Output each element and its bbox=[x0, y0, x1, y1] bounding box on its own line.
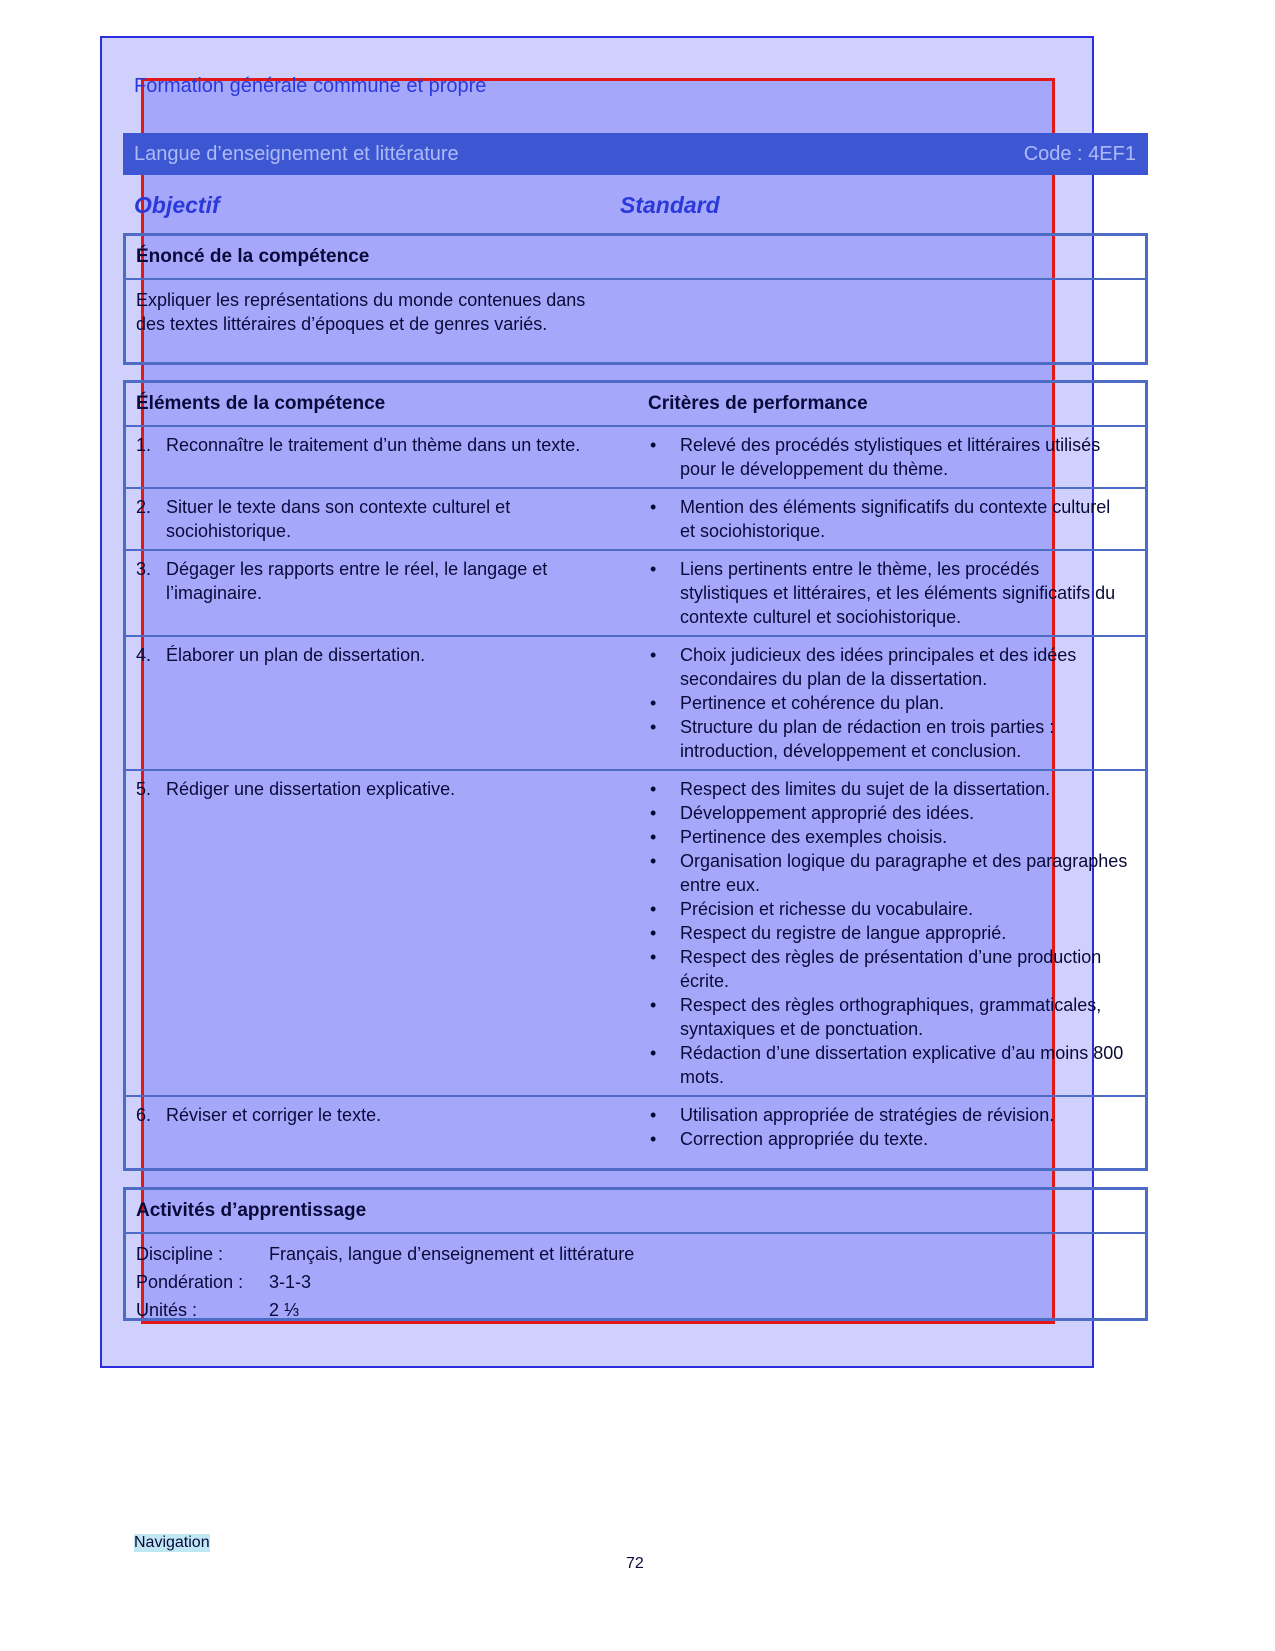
course-code-label: Code : bbox=[1023, 142, 1083, 165]
criteria-heading: Critères de performance bbox=[648, 393, 868, 414]
activity-line bbox=[136, 1296, 1135, 1324]
activities-box bbox=[123, 1187, 1148, 1321]
statement-text: Expliquer les représentations du monde contenues dans des textes littéraires d’époques et de genres variés. bbox=[136, 290, 586, 334]
element-number: 2. bbox=[136, 497, 152, 517]
criterion-text: Respect des règles orthographiques, grammaticales, syntaxiques et de ponctuation. bbox=[680, 995, 1102, 1039]
criterion-text: Correction appropriée du texte. bbox=[680, 1129, 929, 1149]
criteria-cell bbox=[650, 433, 1130, 481]
bullet-icon: • bbox=[650, 947, 657, 967]
criterion-item bbox=[650, 1127, 1130, 1151]
criterion-text: Choix judicieux des idées principales et des idées secondaires du plan de la dissertation. bbox=[680, 645, 1077, 689]
element-row bbox=[126, 489, 1145, 551]
standard-label: Standard bbox=[620, 192, 720, 218]
section-heading: Formation générale commune et propre bbox=[134, 75, 487, 97]
element-number: 6. bbox=[136, 1105, 152, 1125]
activity-key: Pondération : bbox=[136, 1272, 244, 1292]
element-cell bbox=[136, 433, 650, 481]
elements-heading-row bbox=[126, 383, 1145, 427]
element-text: Élaborer un plan de dissertation. bbox=[166, 645, 426, 665]
element-row bbox=[126, 637, 1145, 771]
criterion-text: Organisation logique du paragraphe et des paragraphes entre eux. bbox=[680, 851, 1128, 895]
bullet-icon: • bbox=[650, 559, 657, 579]
criterion-text: Rédaction d’une dissertation explicative d’au moins 800 mots. bbox=[680, 1043, 1124, 1087]
element-row bbox=[126, 551, 1145, 637]
criterion-text: Pertinence des exemples choisis. bbox=[680, 827, 948, 847]
page-number: 72 bbox=[626, 1555, 644, 1572]
criterion-text: Pertinence et cohérence du plan. bbox=[680, 693, 945, 713]
criterion-item bbox=[650, 557, 1130, 629]
statement-heading: Énoncé de la compétence bbox=[126, 236, 1145, 280]
criteria-cell bbox=[650, 557, 1130, 629]
navigation-link[interactable]: Navigation bbox=[134, 1534, 210, 1551]
bullet-icon: • bbox=[650, 923, 657, 943]
element-text: Situer le texte dans son contexte culturel et sociohistorique. bbox=[166, 497, 511, 541]
criterion-item bbox=[650, 495, 1130, 543]
bullet-icon: • bbox=[650, 645, 657, 665]
element-text: Dégager les rapports entre le réel, le langage et l’imaginaire. bbox=[166, 559, 548, 603]
statement-box bbox=[123, 233, 1148, 365]
criterion-text: Utilisation appropriée de stratégies de révision. bbox=[680, 1105, 1055, 1125]
criteria-cell bbox=[650, 1103, 1130, 1151]
element-number: 1. bbox=[136, 435, 152, 455]
element-cell bbox=[136, 495, 650, 543]
activity-value: Français, langue d’enseignement et littérature bbox=[269, 1244, 635, 1264]
criterion-item bbox=[650, 921, 1130, 945]
criterion-text: Mention des éléments significatifs du contexte culturel et sociohistorique. bbox=[680, 497, 1111, 541]
bullet-icon: • bbox=[650, 827, 657, 847]
elements-heading: Éléments de la compétence bbox=[136, 393, 386, 414]
bullet-icon: • bbox=[650, 779, 657, 799]
criterion-item bbox=[650, 897, 1130, 921]
activity-key: Discipline : bbox=[136, 1244, 224, 1264]
bullet-icon: • bbox=[650, 1043, 657, 1063]
element-number: 5. bbox=[136, 779, 152, 799]
element-row bbox=[126, 771, 1145, 1097]
criterion-item bbox=[650, 801, 1130, 825]
element-text: Reconnaître le traitement d’un thème dans un texte. bbox=[166, 435, 581, 455]
activity-key: Unités : bbox=[136, 1300, 198, 1320]
criterion-item bbox=[650, 1041, 1130, 1089]
course-title: Langue d’enseignement et littérature bbox=[134, 142, 459, 165]
activities-heading: Activités d’apprentissage bbox=[126, 1190, 1145, 1234]
activities-body bbox=[126, 1234, 1145, 1330]
element-cell bbox=[136, 777, 650, 1089]
criterion-item bbox=[650, 825, 1130, 849]
activity-value: 2 ⅓ bbox=[269, 1300, 300, 1320]
criterion-item bbox=[650, 691, 1130, 715]
activity-line bbox=[136, 1240, 1135, 1268]
criterion-item bbox=[650, 777, 1130, 801]
element-rows bbox=[126, 427, 1145, 1157]
bullet-icon: • bbox=[650, 435, 657, 455]
element-text: Réviser et corriger le texte. bbox=[166, 1105, 382, 1125]
criterion-item bbox=[650, 433, 1130, 481]
bullet-icon: • bbox=[650, 1105, 657, 1125]
element-cell bbox=[136, 557, 650, 629]
bullet-icon: • bbox=[650, 1129, 657, 1149]
criterion-text: Développement approprié des idées. bbox=[680, 803, 975, 823]
elements-box bbox=[123, 380, 1148, 1171]
criteria-cell bbox=[650, 495, 1130, 543]
element-row bbox=[126, 427, 1145, 489]
bullet-icon: • bbox=[650, 851, 657, 871]
bullet-icon: • bbox=[650, 717, 657, 737]
element-cell bbox=[136, 1103, 650, 1151]
element-number: 4. bbox=[136, 645, 152, 665]
criterion-item bbox=[650, 643, 1130, 691]
course-title-bar bbox=[123, 133, 1148, 175]
criterion-text: Précision et richesse du vocabulaire. bbox=[680, 899, 974, 919]
course-code bbox=[1024, 143, 1136, 166]
bullet-icon: • bbox=[650, 995, 657, 1015]
criterion-item bbox=[650, 945, 1130, 993]
criterion-text: Respect du registre de langue approprié. bbox=[680, 923, 1007, 943]
element-number: 3. bbox=[136, 559, 152, 579]
criterion-item bbox=[650, 1103, 1130, 1127]
criterion-text: Structure du plan de rédaction en trois parties : introduction, développement et conclusion. bbox=[680, 717, 1055, 761]
bullet-icon: • bbox=[650, 497, 657, 517]
criteria-cell bbox=[650, 777, 1130, 1089]
criteria-cell bbox=[650, 643, 1130, 763]
course-code-value: 4EF1 bbox=[1088, 142, 1136, 165]
criterion-item bbox=[650, 993, 1130, 1041]
criterion-text: Respect des limites du sujet de la dissertation. bbox=[680, 779, 1051, 799]
element-text: Rédiger une dissertation explicative. bbox=[166, 779, 456, 799]
activity-value: 3-1-3 bbox=[269, 1272, 312, 1292]
bullet-icon: • bbox=[650, 899, 657, 919]
objective-label: Objectif bbox=[134, 192, 220, 218]
element-row bbox=[126, 1097, 1145, 1157]
criterion-text: Respect des règles de présentation d’une production écrite. bbox=[680, 947, 1102, 991]
criterion-item bbox=[650, 715, 1130, 763]
criterion-text: Liens pertinents entre le thème, les procédés stylistiques et littéraires, et les éléments significatifs du contexte culturel et sociohistorique. bbox=[680, 559, 1116, 627]
criterion-item bbox=[650, 849, 1130, 897]
element-cell bbox=[136, 643, 650, 763]
criterion-text: Relevé des procédés stylistiques et littéraires utilisés pour le développement du thème. bbox=[680, 435, 1101, 479]
bullet-icon: • bbox=[650, 803, 657, 823]
bullet-icon: • bbox=[650, 693, 657, 713]
activity-line bbox=[136, 1268, 1135, 1296]
